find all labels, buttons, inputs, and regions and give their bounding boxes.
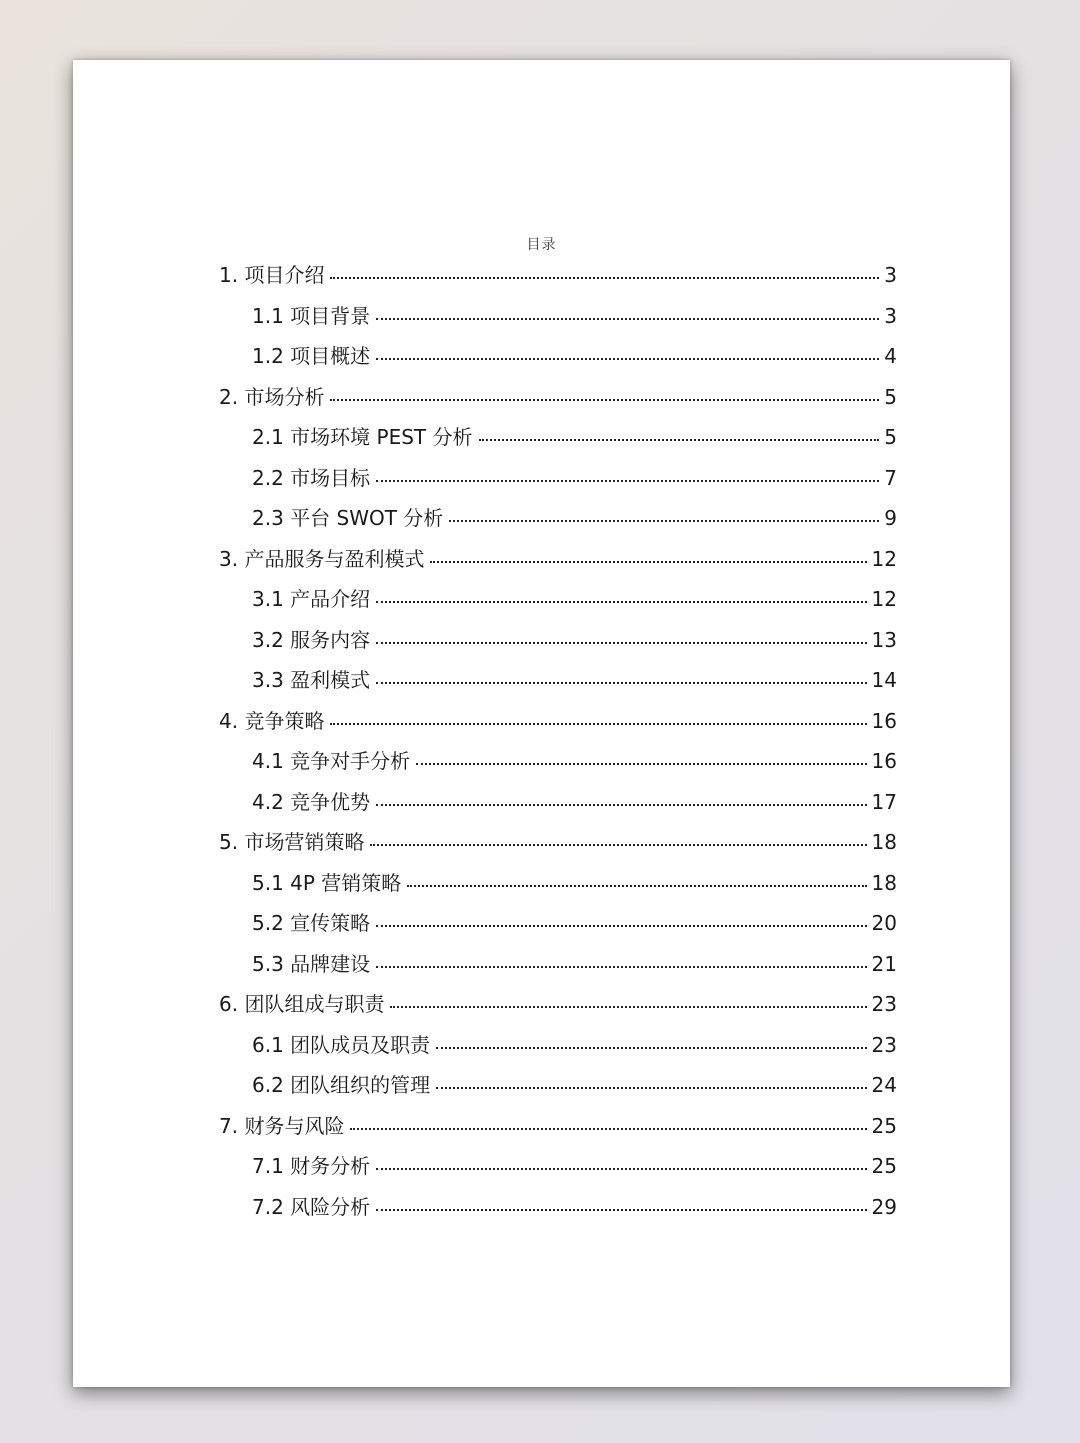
toc-page-number: 23 (871, 992, 897, 1016)
toc-page-number: 16 (871, 708, 897, 733)
toc-entry-label: 3.2 服务内容 (252, 627, 371, 652)
toc-entry-label: 5.1 4P 营销策略 (252, 870, 402, 895)
toc-page-number: 16 (871, 749, 897, 773)
dot-leader (376, 358, 879, 360)
dot-leader (376, 318, 879, 320)
dot-leader (376, 966, 866, 968)
toc-entry-label: 1. 项目介绍 (219, 263, 325, 287)
toc-entry-label: 3. 产品服务与盈利模式 (219, 546, 425, 571)
toc-entry-label: 4.2 竞争优势 (252, 789, 371, 814)
toc-page-number: 4 (884, 344, 897, 368)
toc-entry-label: 4. 竞争策略 (219, 708, 325, 733)
toc-page-number: 18 (871, 870, 897, 895)
dot-leader (350, 1128, 866, 1130)
dot-leader (479, 439, 880, 441)
toc-page-number: 18 (871, 830, 897, 854)
toc-entry-label: 2. 市场分析 (219, 384, 325, 409)
toc-entry-label: 3.1 产品介绍 (252, 587, 371, 611)
toc-entry-label: 3.3 盈利模式 (252, 668, 371, 692)
toc-subsection-entry[interactable] (219, 741, 897, 782)
toc-page-number: 13 (871, 627, 897, 652)
toc-entry-label: 7.2 风险分析 (252, 1194, 371, 1219)
toc-page-number: 9 (884, 506, 897, 530)
dot-leader (376, 642, 866, 644)
toc-entry-label: 5. 市场营销策略 (219, 830, 365, 854)
toc-subsection-entry[interactable] (219, 579, 897, 620)
dot-leader (390, 1006, 866, 1008)
toc-subsection-entry[interactable] (219, 863, 897, 904)
toc-entry-label: 7. 财务与风险 (219, 1113, 345, 1138)
toc-section-entry[interactable] (219, 701, 897, 742)
toc-subsection-entry[interactable] (219, 660, 897, 701)
toc-page-number: 25 (871, 1154, 897, 1178)
toc-subsection-entry[interactable] (219, 944, 897, 985)
toc-page-number: 3 (884, 303, 897, 328)
dot-leader (436, 1047, 866, 1049)
dot-leader (376, 682, 866, 684)
toc-page-number: 20 (871, 911, 897, 935)
dot-leader (376, 480, 879, 482)
dot-leader (449, 520, 879, 522)
toc-page-number: 24 (871, 1073, 897, 1097)
toc-subsection-entry[interactable] (219, 498, 897, 539)
toc-page-number: 12 (871, 546, 897, 571)
toc-section-entry[interactable] (219, 539, 897, 580)
toc-entry-label: 4.1 竞争对手分析 (252, 749, 411, 773)
dot-leader (436, 1087, 866, 1089)
toc-title: 目录 (526, 237, 557, 253)
toc-page-number: 5 (884, 425, 897, 449)
dot-leader (330, 277, 879, 279)
toc-entry-label: 1.1 项目背景 (252, 303, 371, 328)
dot-leader (330, 723, 866, 725)
dot-leader (376, 601, 866, 603)
toc-page-number: 12 (871, 587, 897, 611)
table-of-contents (219, 255, 897, 1227)
toc-page-number: 14 (871, 668, 897, 692)
toc-subsection-entry[interactable] (219, 1187, 897, 1228)
toc-section-entry[interactable] (219, 1106, 897, 1147)
toc-section-entry[interactable] (219, 822, 897, 863)
toc-entry-label: 5.3 品牌建设 (252, 951, 371, 976)
dot-leader (376, 1209, 866, 1211)
toc-entry-label: 6. 团队组成与职责 (219, 992, 385, 1016)
dot-leader (376, 804, 866, 806)
toc-entry-label: 1.2 项目概述 (252, 344, 371, 368)
toc-page-number: 25 (871, 1113, 897, 1138)
toc-section-entry[interactable] (219, 377, 897, 418)
toc-entry-label: 6.2 团队组织的管理 (252, 1073, 431, 1097)
toc-entry-label: 2.3 平台 SWOT 分析 (252, 506, 444, 530)
toc-page-number: 3 (884, 263, 897, 287)
toc-entry-label: 2.1 市场环境 PEST 分析 (252, 425, 473, 449)
toc-subsection-entry[interactable] (219, 1146, 897, 1187)
toc-page-number: 23 (871, 1032, 897, 1057)
toc-page-number: 29 (871, 1194, 897, 1219)
toc-subsection-entry[interactable] (219, 903, 897, 944)
dot-leader (407, 885, 866, 887)
toc-subsection-entry[interactable] (219, 296, 897, 337)
dot-leader (376, 925, 866, 927)
toc-page-number: 21 (871, 951, 897, 976)
toc-page-number: 5 (884, 384, 897, 409)
document-page (73, 60, 1010, 1387)
toc-entry-label: 5.2 宣传策略 (252, 911, 371, 935)
toc-subsection-entry[interactable] (219, 1065, 897, 1106)
toc-subsection-entry[interactable] (219, 1025, 897, 1066)
dot-leader (370, 844, 866, 846)
toc-entry-label: 6.1 团队成员及职责 (252, 1032, 431, 1057)
toc-entry-label: 7.1 财务分析 (252, 1154, 371, 1178)
toc-subsection-entry[interactable] (219, 782, 897, 823)
toc-subsection-entry[interactable] (219, 417, 897, 458)
toc-entry-label: 2.2 市场目标 (252, 465, 371, 490)
toc-subsection-entry[interactable] (219, 620, 897, 661)
dot-leader (430, 561, 866, 563)
dot-leader (416, 763, 866, 765)
toc-subsection-entry[interactable] (219, 336, 897, 377)
toc-section-entry[interactable] (219, 984, 897, 1025)
dot-leader (330, 399, 879, 401)
toc-page-number: 7 (884, 465, 897, 490)
toc-page-number: 17 (871, 789, 897, 814)
toc-section-entry[interactable] (219, 255, 897, 296)
dot-leader (376, 1168, 866, 1170)
toc-subsection-entry[interactable] (219, 458, 897, 499)
